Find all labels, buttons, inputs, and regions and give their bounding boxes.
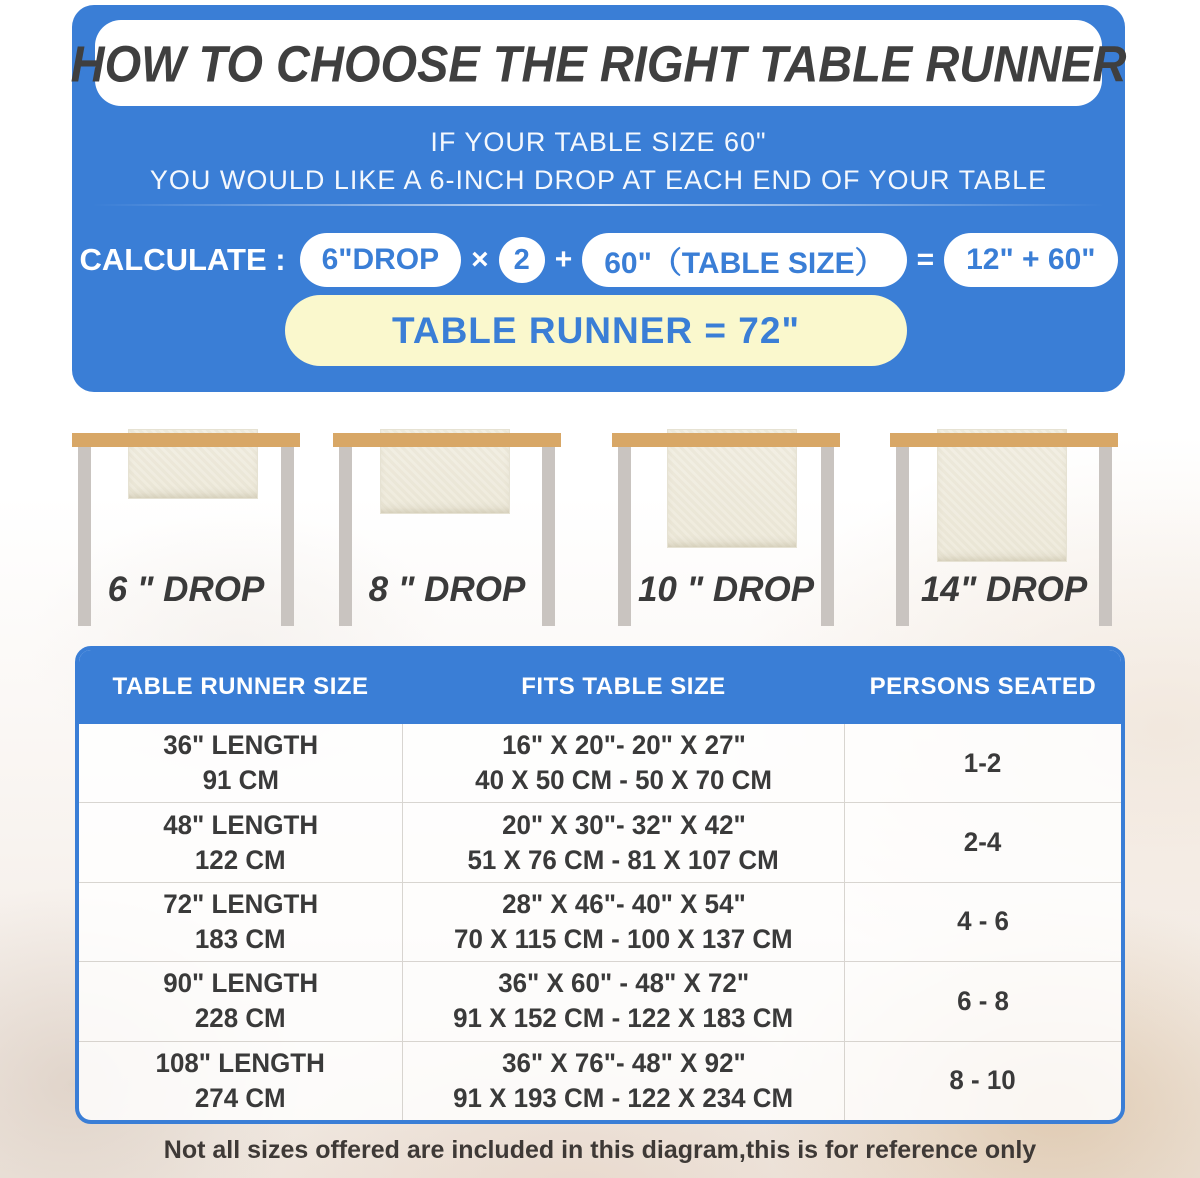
column-header-runner-size: TABLE RUNNER SIZE — [112, 673, 369, 700]
drop-label: 6 " DROP — [107, 570, 265, 609]
column-header-fits-table-size: FITS TABLE SIZE — [521, 673, 726, 700]
table-row — [79, 882, 1121, 961]
table-row — [79, 1041, 1121, 1120]
column-header-persons-seated: PERSONS SEATED — [869, 673, 1097, 700]
persons-count: 2-4 — [964, 827, 1002, 858]
page-title: HOW TO CHOOSE THE RIGHT TABLE RUNNER — [70, 34, 1127, 92]
size-chart-card — [75, 646, 1125, 1124]
fits-size-cm: 40 X 50 CM - 50 X 70 CM — [475, 765, 772, 796]
runner-size-cell — [79, 1042, 402, 1120]
persons-seated-cell — [845, 883, 1121, 961]
drop-figure-10 — [612, 420, 840, 632]
persons-count: 1-2 — [964, 747, 1002, 778]
equals-sign: = — [916, 243, 935, 276]
table-row — [79, 802, 1121, 881]
fits-size-inches: 28" X 46"- 40" X 54" — [501, 888, 746, 919]
runner-size-inches: 36" LENGTH — [163, 730, 318, 761]
tabletop — [612, 433, 840, 447]
fits-table-cell — [402, 962, 845, 1040]
persons-seated-cell — [845, 803, 1121, 881]
runner-size-cm: 274 CM — [195, 1082, 286, 1113]
fits-size-cm: 91 X 193 CM - 122 X 234 CM — [453, 1082, 794, 1113]
fits-table-cell — [402, 883, 845, 961]
runner-total-pill: TABLE RUNNER = 72" — [285, 295, 907, 366]
persons-count: 6 - 8 — [956, 985, 1009, 1016]
tabletop — [333, 433, 561, 447]
persons-seated-cell — [845, 724, 1121, 802]
calculation-formula — [72, 231, 1125, 289]
table-row — [79, 724, 1121, 802]
drop-figure-6 — [72, 420, 300, 632]
runner-size-inches: 72" LENGTH — [163, 888, 318, 919]
fits-size-cm: 51 X 76 CM - 81 X 107 CM — [467, 844, 780, 875]
calculate-label: CALCULATE : — [79, 242, 286, 277]
banner-divider — [92, 204, 1105, 206]
tabletop — [890, 433, 1118, 447]
runner-size-cm: 91 CM — [202, 765, 279, 796]
drop-label: 10 " DROP — [637, 570, 815, 609]
table-row — [79, 961, 1121, 1040]
instruction-banner — [72, 5, 1125, 392]
fits-size-inches: 20" X 30"- 32" X 42" — [501, 809, 746, 840]
fits-size-cm: 70 X 115 CM - 100 X 137 CM — [454, 924, 793, 955]
size-chart-header — [79, 650, 1121, 724]
persons-count: 4 - 6 — [956, 906, 1009, 937]
runner-size-inches: 48" LENGTH — [163, 809, 318, 840]
drop-figure-14 — [890, 420, 1118, 632]
fits-size-inches: 36" X 76"- 48" X 92" — [501, 1047, 746, 1078]
drop-figure-8 — [333, 420, 561, 632]
fits-table-cell — [402, 803, 845, 881]
result-pill: 12" + 60" — [944, 233, 1117, 287]
persons-count: 8 - 10 — [949, 1065, 1017, 1096]
runner-size-inches: 90" LENGTH — [163, 968, 318, 999]
runner-size-cm: 183 CM — [195, 924, 286, 955]
table-size-pill: 60"（TABLE SIZE） — [582, 233, 906, 287]
persons-seated-cell — [845, 1042, 1121, 1120]
drop-value-pill: 6"DROP — [300, 233, 462, 287]
reference-note: Not all sizes offered are included in this diagram,this is for reference only — [163, 1136, 1037, 1164]
runner-size-cell — [79, 724, 402, 802]
fits-size-cm: 91 X 152 CM - 122 X 183 CM — [453, 1003, 794, 1034]
tabletop — [72, 433, 300, 447]
plus-sign: + — [554, 243, 573, 276]
drop-label: 14" DROP — [920, 570, 1088, 609]
runner-size-cell — [79, 803, 402, 881]
runner-size-cm: 122 CM — [195, 844, 286, 875]
title-card — [70, 20, 1127, 106]
fits-table-cell — [402, 1042, 845, 1120]
fits-size-inches: 16" X 20"- 20" X 27" — [501, 730, 746, 761]
subtitle-line-1: IF YOUR TABLE SIZE 60" — [430, 127, 767, 157]
runner-size-cell — [79, 883, 402, 961]
runner-size-inches: 108" LENGTH — [155, 1047, 326, 1078]
size-chart-body — [79, 724, 1121, 1120]
multiplier-badge: 2 — [499, 237, 545, 283]
drop-label: 8 " DROP — [368, 570, 526, 609]
fits-table-cell — [402, 724, 845, 802]
persons-seated-cell — [845, 962, 1121, 1040]
runner-size-cm: 228 CM — [195, 1003, 286, 1034]
runner-size-cell — [79, 962, 402, 1040]
runner-cloth — [937, 429, 1067, 562]
multiply-sign: × — [471, 243, 489, 276]
fits-size-inches: 36" X 60" - 48" X 72" — [497, 968, 749, 999]
subtitle-line-2: YOU WOULD LIKE A 6-INCH DROP AT EACH END OF YOUR TABLE — [149, 165, 1048, 195]
